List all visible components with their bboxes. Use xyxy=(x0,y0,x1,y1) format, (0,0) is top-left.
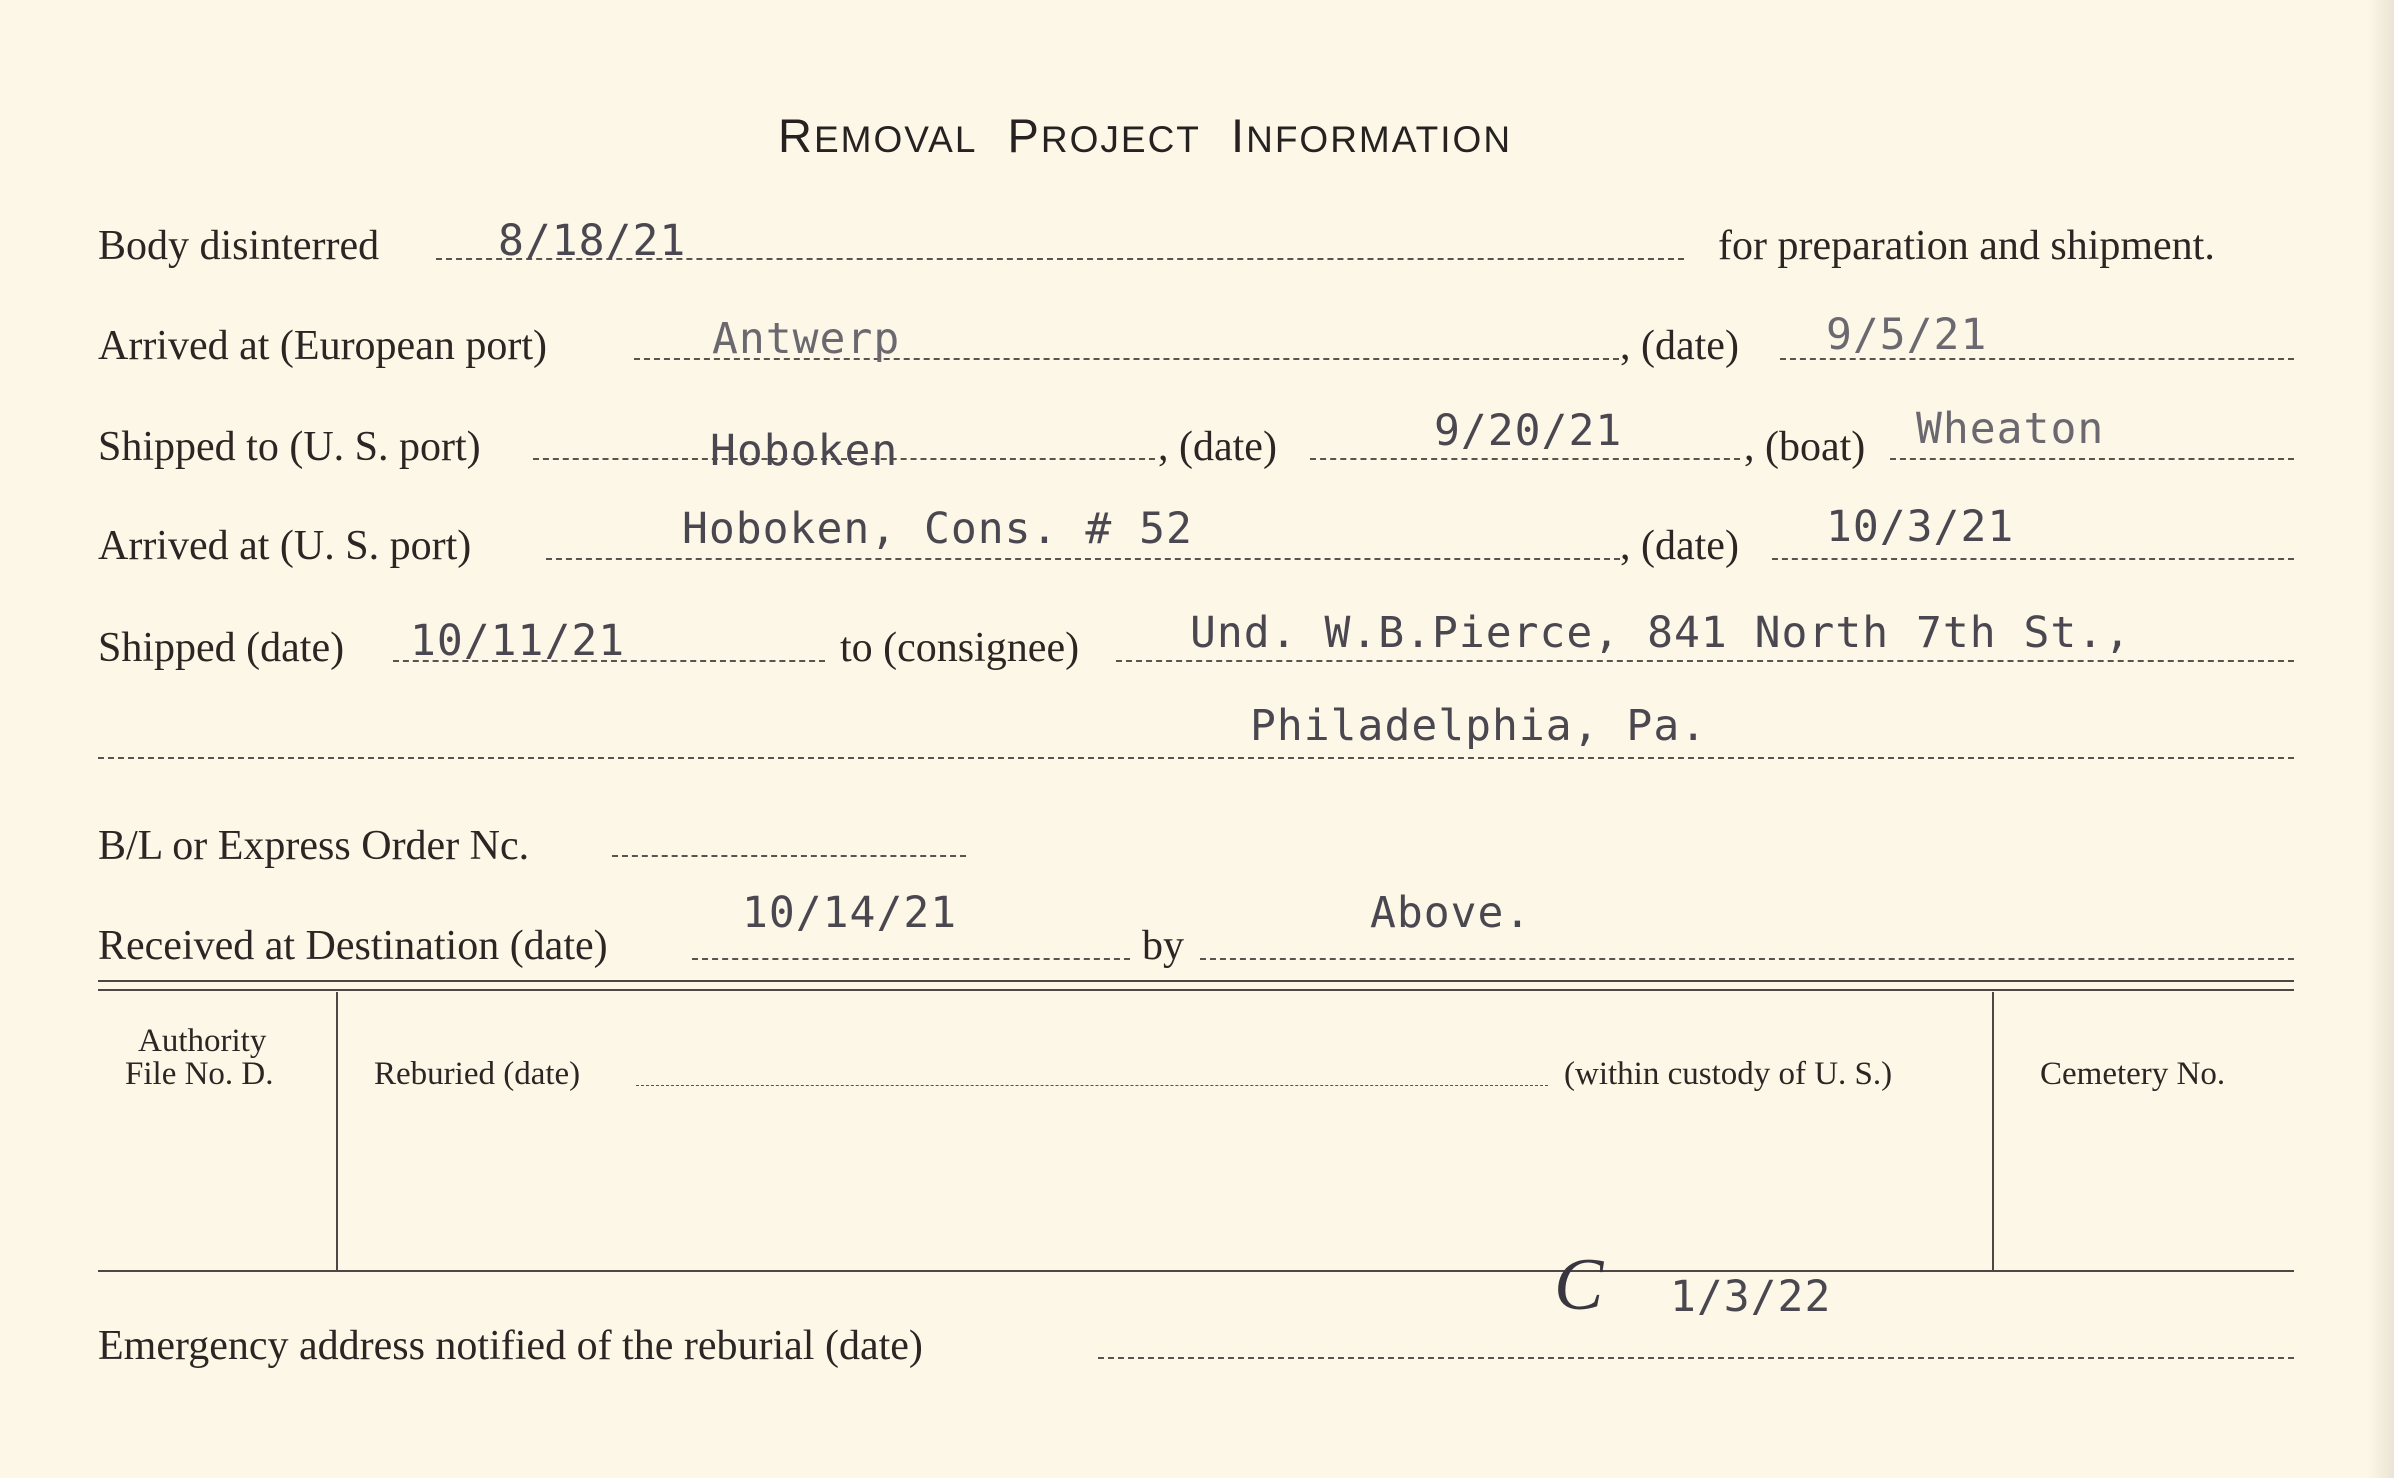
body-disinterred-label: Body disinterred xyxy=(98,223,380,269)
arrived-us-date-label: , (date) xyxy=(1620,523,1739,569)
consignee-line xyxy=(1116,660,2294,662)
arrived-us-value: Hoboken, Cons. # 52 xyxy=(682,504,1193,554)
emergency-date-value: 1/3/22 xyxy=(1670,1272,1832,1322)
received-by-line xyxy=(1200,958,2294,960)
reburied-label: Reburied (date) xyxy=(374,1056,581,1092)
received-by-value: Above. xyxy=(1370,888,1532,938)
emergency-address-line xyxy=(1098,1357,2294,1359)
arrived-us-date-value: 10/3/21 xyxy=(1826,502,2015,552)
authority-label: Authority xyxy=(138,1023,267,1059)
arrived-european-date-value: 9/5/21 xyxy=(1826,310,1988,360)
received-date-value: 10/14/21 xyxy=(742,888,958,938)
arrived-us-line xyxy=(546,558,1620,560)
arrived-european-value: Antwerp xyxy=(712,314,901,364)
reburied-line xyxy=(636,1085,1548,1086)
preparation-shipment-text: for preparation and shipment. xyxy=(1718,223,2215,269)
table-bottom-rule xyxy=(98,1270,2294,1272)
bl-express-order-label: B/L or Express Order Nc. xyxy=(98,823,530,869)
table-top-rule-1 xyxy=(98,980,2294,982)
shipped-us-boat-label: , (boat) xyxy=(1744,424,1866,470)
arrived-us-date-line xyxy=(1772,558,2294,560)
received-by-label: by xyxy=(1142,923,1184,969)
file-no-label: File No. D. xyxy=(125,1056,274,1092)
received-destination-label: Received at Destination (date) xyxy=(98,923,608,969)
consignee-value: Und. W.B.Pierce, 841 North 7th St., xyxy=(1190,608,2132,658)
custody-label: (within custody of U. S.) xyxy=(1564,1056,1893,1092)
arrived-european-date-label: , (date) xyxy=(1620,323,1739,369)
cemetery-no-label: Cemetery No. xyxy=(2040,1056,2226,1092)
shipped-date-value: 10/11/21 xyxy=(410,616,626,666)
consignee-continuation-line xyxy=(98,757,2294,759)
shipped-date-label: Shipped (date) xyxy=(98,625,345,671)
shipped-us-date-line xyxy=(1310,458,1740,460)
bl-express-order-line xyxy=(612,855,966,857)
shipped-us-date-value: 9/20/21 xyxy=(1434,406,1623,456)
shipped-us-boat-line xyxy=(1890,458,2294,460)
shipped-us-value: Hoboken xyxy=(710,426,899,476)
handwritten-initials: C xyxy=(1554,1244,1604,1326)
shipped-us-label: Shipped to (U. S. port) xyxy=(98,424,481,470)
body-disinterred-value: 8/18/21 xyxy=(498,216,687,266)
shipped-us-boat-value: Wheaton xyxy=(1916,404,2105,454)
consignee-label: to (consignee) xyxy=(840,625,1080,671)
table-divider-right xyxy=(1992,992,1994,1270)
emergency-address-label: Emergency address notified of the reburial (date) xyxy=(98,1323,923,1369)
table-top-rule-2 xyxy=(98,989,2294,991)
arrived-european-label: Arrived at (European port) xyxy=(98,323,547,369)
form-title: REMOVAL PROJECT INFORMATION xyxy=(778,109,1513,162)
consignee-city-value: Philadelphia, Pa. xyxy=(1250,701,1708,751)
arrived-us-label: Arrived at (U. S. port) xyxy=(98,523,472,569)
received-date-line xyxy=(692,958,1130,960)
shipped-us-date-label: , (date) xyxy=(1158,424,1277,470)
table-divider-left xyxy=(336,992,338,1270)
